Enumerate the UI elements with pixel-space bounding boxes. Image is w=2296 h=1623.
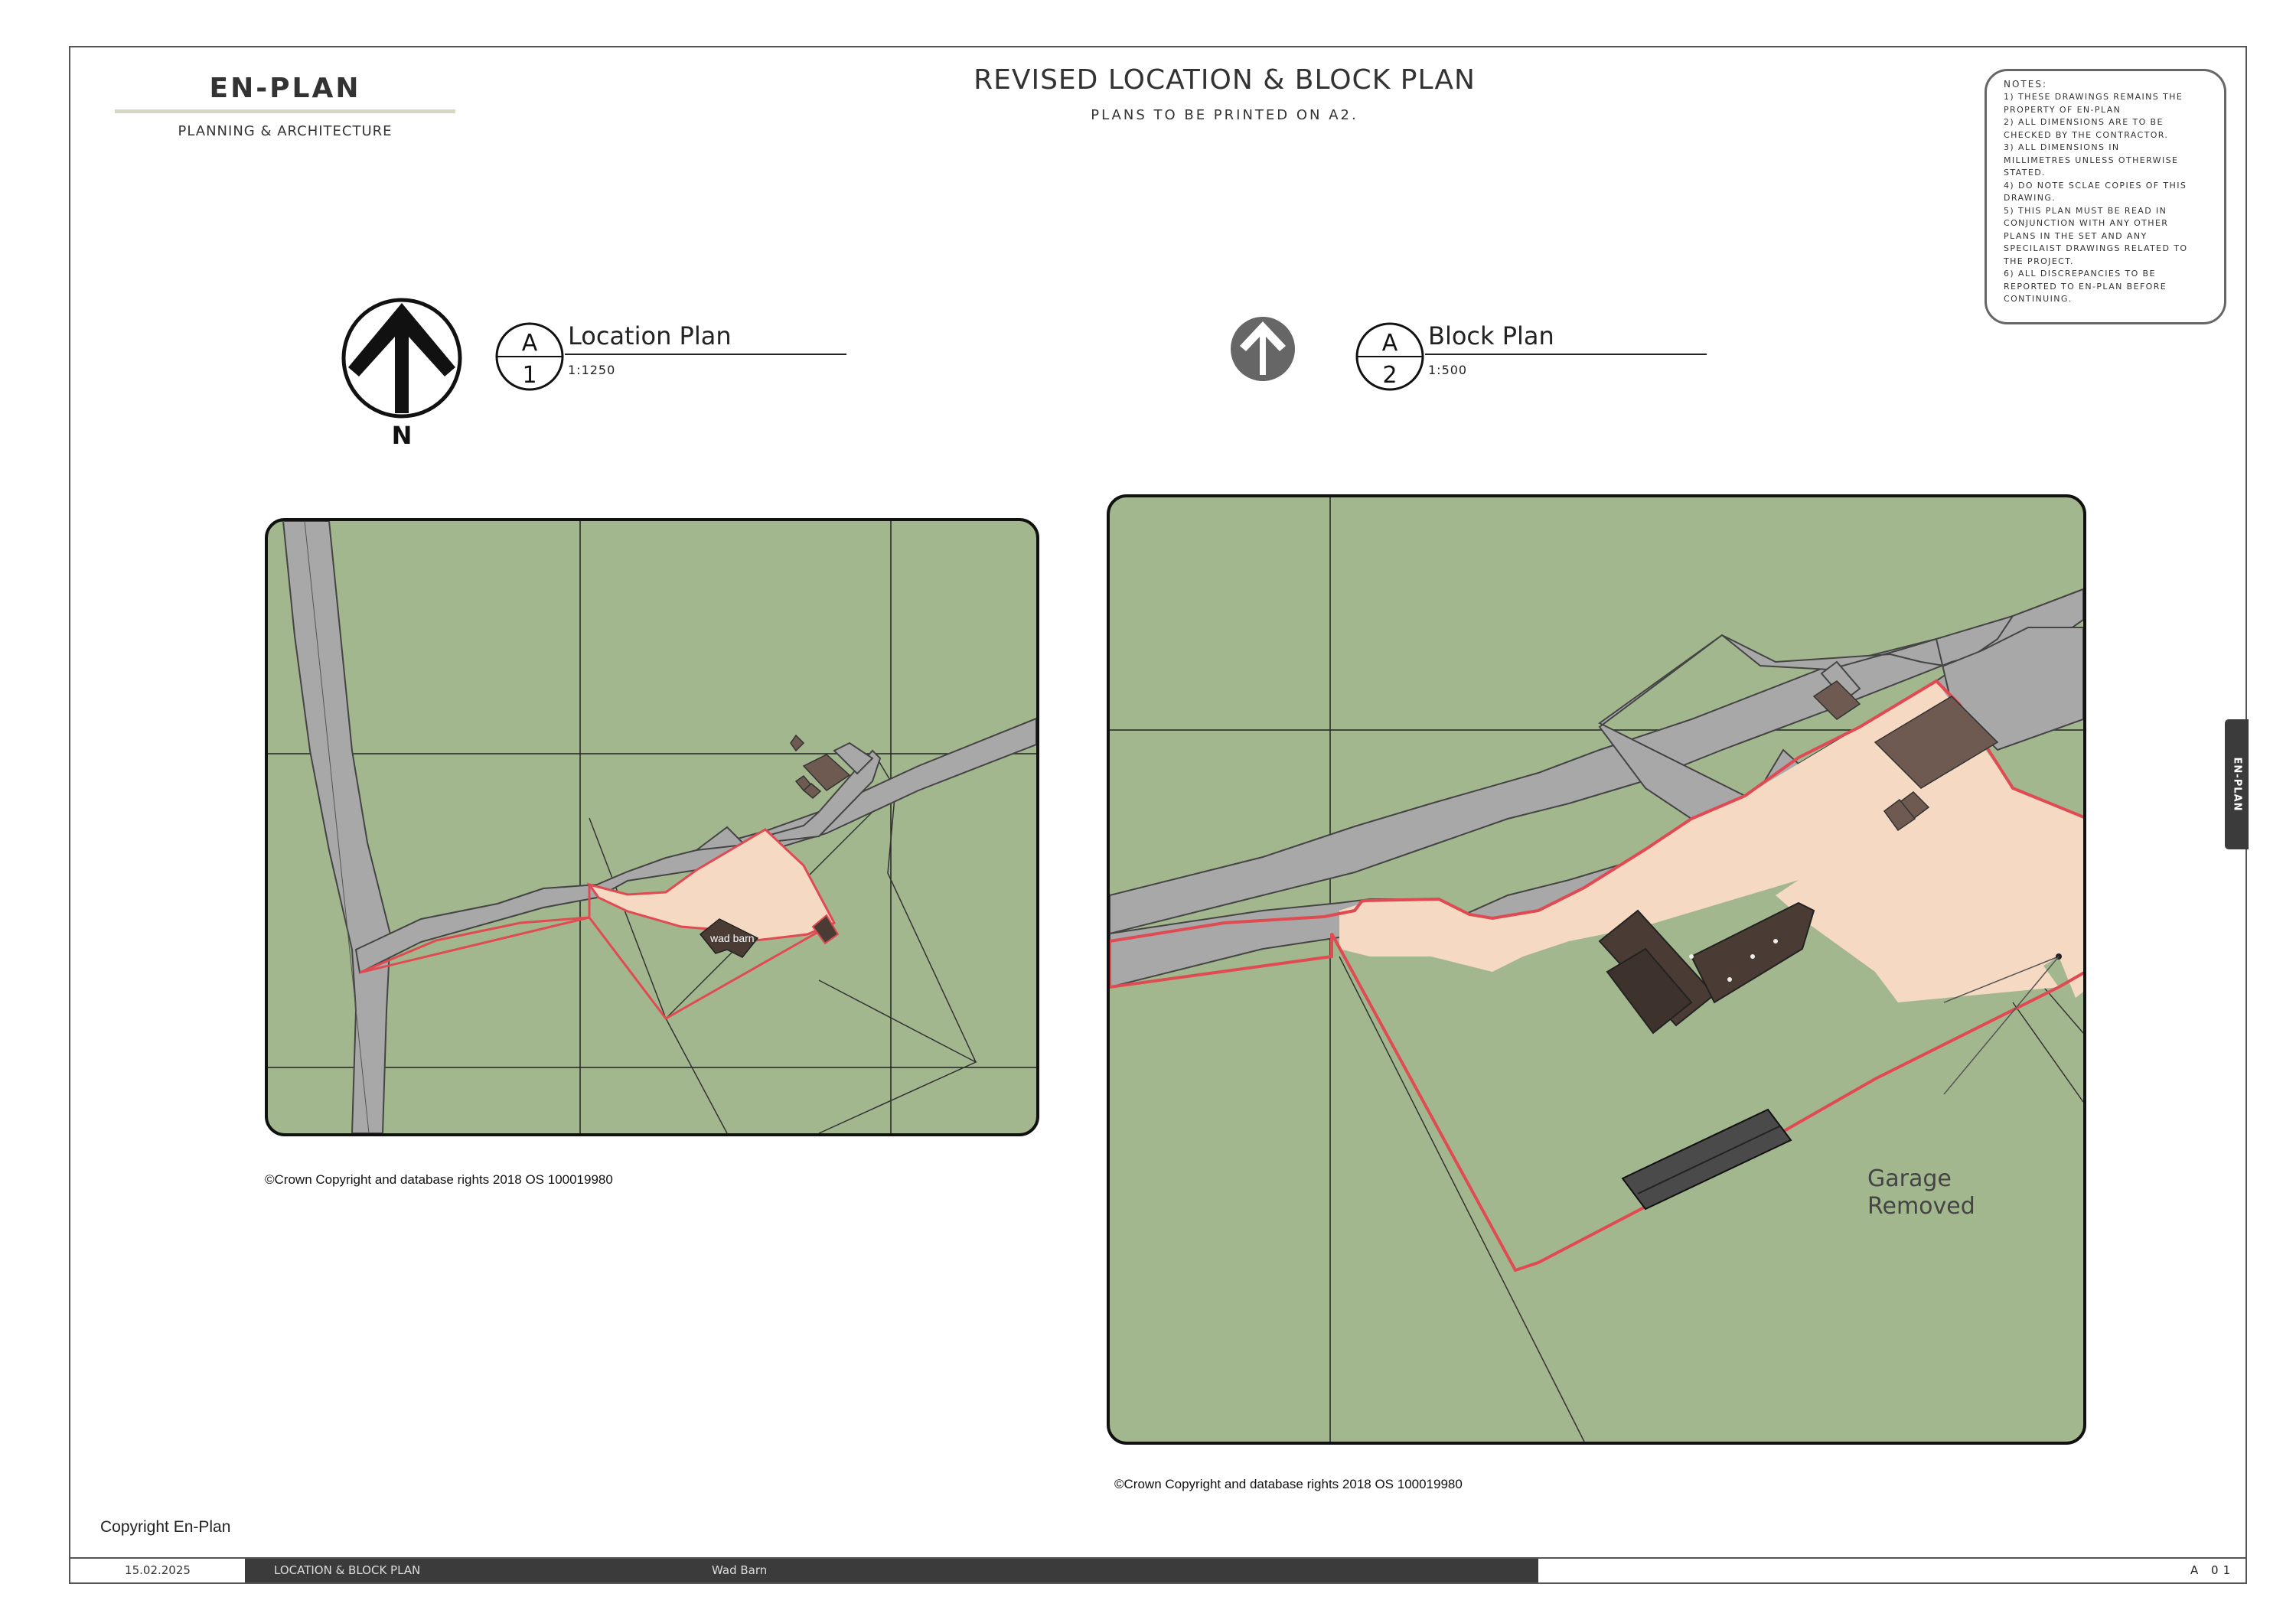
side-tab: EN-PLAN (2225, 719, 2249, 849)
note-line: 5) THIS PLAN MUST BE READ IN (2004, 205, 2167, 216)
svg-text:A: A (521, 330, 538, 357)
logo-name: EN-PLAN (209, 73, 361, 104)
drawing-subtitle: PLANS TO BE PRINTED ON A2. (1091, 107, 1358, 123)
north-arrow-small-icon (1229, 315, 1296, 383)
title-block-project: Wad Barn (712, 1563, 768, 1577)
block-plan-rule (1425, 354, 1707, 355)
location-plan-scale: 1:1250 (568, 363, 616, 377)
road (356, 719, 1036, 973)
note-line: 2) ALL DIMENSIONS ARE TO BE (2004, 117, 2164, 127)
location-plan-ref-icon (494, 321, 565, 392)
note-line: 4) DO NOTE SCLAE COPIES OF THIS (2004, 180, 2187, 191)
title-block-sheet: A 01 (2190, 1563, 2236, 1577)
block-plan-title: Block Plan (1428, 321, 1554, 350)
building (791, 735, 804, 751)
road (268, 521, 390, 1133)
copyright-note: Copyright En-Plan (100, 1518, 231, 1536)
block-plan-map (1107, 494, 2086, 1445)
note-line: STATED. (2004, 168, 2046, 178)
barn-label: wad barn (710, 932, 755, 944)
note-line: MILLIMETRES UNLESS OTHERWISE (2004, 155, 2179, 165)
garage (1623, 1110, 1791, 1209)
svg-text:2: 2 (1382, 362, 1397, 389)
note-line: REPORTED TO EN-PLAN BEFORE (2004, 281, 2167, 292)
note-line: CHECKED BY THE CONTRACTOR. (2004, 129, 2169, 140)
north-arrow-icon (337, 297, 467, 450)
title-block-drawing: LOCATION & BLOCK PLAN (274, 1563, 421, 1577)
location-plan-rule (565, 354, 846, 355)
title-block-date: 15.02.2025 (125, 1563, 191, 1577)
drawing-title: REVISED LOCATION & BLOCK PLAN (974, 64, 1476, 96)
note-line: PROPERTY OF EN-PLAN (2004, 104, 2122, 115)
note-line: SPECILAIST DRAWINGS RELATED TO (2004, 243, 2188, 253)
note-line: THE PROJECT. (2004, 256, 2074, 266)
note-line: PLANS IN THE SET AND ANY (2004, 230, 2148, 241)
notes-box (1985, 69, 2226, 324)
location-plan-map (265, 518, 1039, 1136)
svg-text:A: A (1381, 330, 1398, 357)
garage-annotation: Garage (1867, 1165, 1952, 1192)
logo-tagline: PLANNING & ARCHITECTURE (178, 123, 393, 139)
garage-annotation: Removed (1867, 1193, 1975, 1220)
note-line: CONJUNCTION WITH ANY OTHER (2004, 218, 2169, 228)
location-plan-title: Location Plan (568, 321, 732, 350)
note-line: 1) THESE DRAWINGS REMAINS THE (2004, 92, 2183, 102)
note-line: 6) ALL DISCREPANCIES TO BE (2004, 269, 2156, 279)
note-line: CONTINUING. (2004, 294, 2073, 304)
logo-rule (115, 109, 455, 113)
block-plan-ref-icon (1355, 321, 1425, 392)
logo (115, 65, 455, 142)
location-plan-copyright: ©Crown Copyright and database rights 2018 OS 100019980 (265, 1172, 613, 1187)
title-block-bar (245, 1559, 1538, 1582)
block-plan-copyright: ©Crown Copyright and database rights 2018 OS 100019980 (1114, 1477, 1463, 1491)
barn (1691, 903, 1814, 1002)
notes-title: NOTES: (2004, 79, 2047, 90)
svg-text:1: 1 (522, 362, 537, 389)
north-label: N (391, 421, 413, 450)
block-plan-scale: 1:500 (1428, 363, 1468, 377)
note-line: DRAWING. (2004, 193, 2056, 203)
note-line: 3) ALL DIMENSIONS IN (2004, 142, 2120, 152)
